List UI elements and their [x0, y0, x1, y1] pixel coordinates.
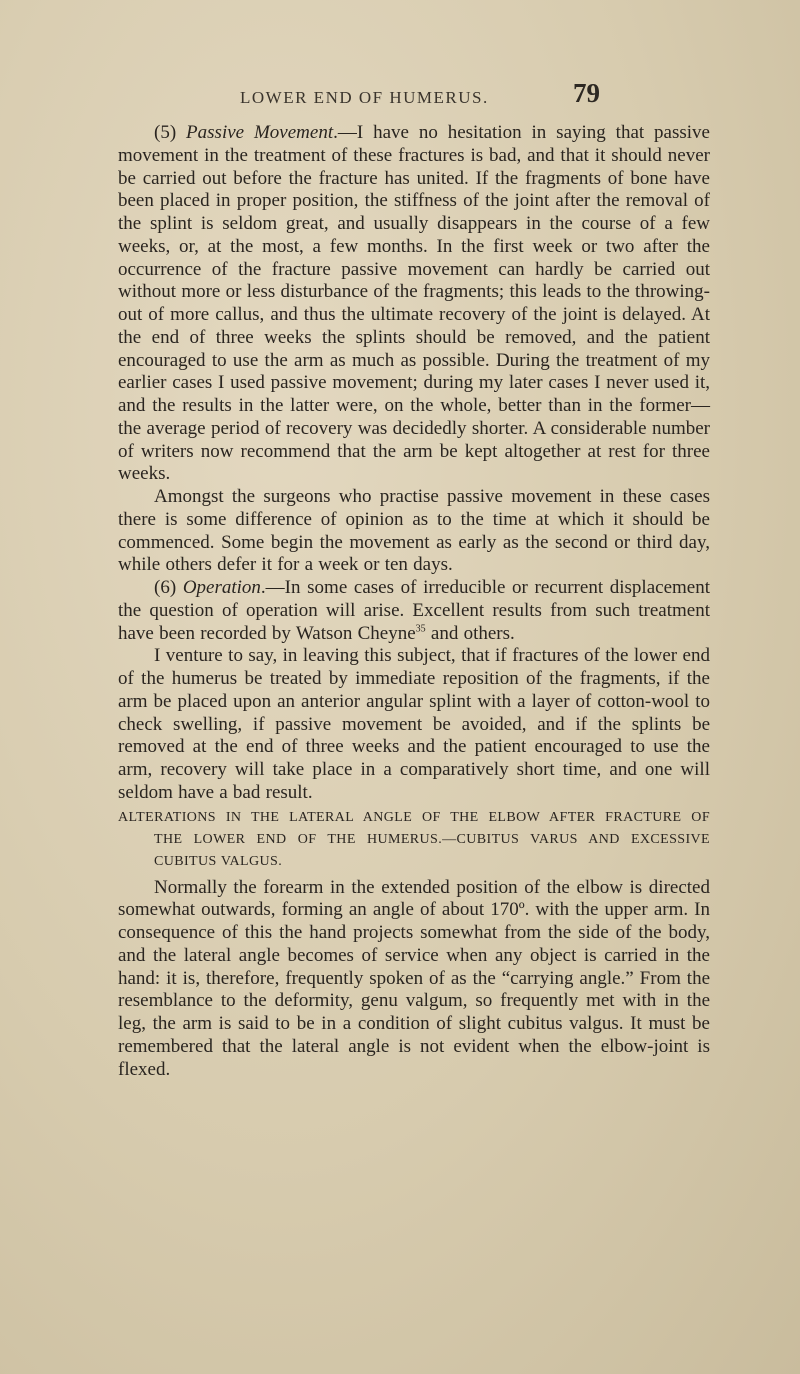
paragraph-number: (5)	[154, 122, 187, 143]
paragraph-text: .—I have no hesitation in saying that passive movement in the treatment of these fractures is bad, and that it should never be carried out before the fracture has united. If the fragments of bone have been placed in proper position, the stiffness of the joint after the removal of the splint is seldom great, and usually disappears in the course of a few weeks, or, at the most, a few months. In the first week or two after the occurrence of the fracture passive movement can hardly be carried out without more or less disturbance of the fragments; this leads to the throwing-out of more callus, and thus the ultimate recovery of the joint is delayed. At the end of three weeks the splints should be removed, and the patient encouraged to use the arm as much as possible. During the treatment of my earlier cases I used passive movement; during my later cases I never used it, and the results in the latter were, on the whole, better than in the former— the average period of recovery was decidedly shorter. A considerable number of writers now recommend that the arm be kept altogether at rest for three weeks.	[118, 122, 710, 485]
page-number: 79	[573, 78, 600, 108]
paragraph-text: .—In some cases of irreducible or recurrent displacement the question of operation will arise. Excellent results from such treatment have been recorded by Watson Cheyne	[118, 577, 710, 644]
paragraph-number: (6)	[154, 577, 183, 598]
paragraph-carrying-angle: Normally the forearm in the extended position of the elbow is directed somewhat outwards, forming an angle of about 170º. with the upper arm. In consequence of this the hand projects somewhat from the side of the body, and the lateral angle becomes of service when any object is carried in the hand: it is, therefore, frequently spoken of as the “carrying angle.” From the resemblance to the deformity, genu valgum, so frequently met with in the leg, the arm is said to be in a condition of slight cubitus valgus. It must be remembered that the lateral angle is not evident when the elbow-joint is flexed.	[118, 876, 710, 1080]
paragraph-title: Passive Movement	[186, 122, 334, 143]
paragraph-operation	[118, 577, 710, 645]
paragraph-title: Operation	[182, 577, 261, 598]
section-heading-line-1: ALTERATIONS IN THE LATERAL ANGLE OF THE ELBOW AFTER FRACTURE OF	[118, 809, 710, 825]
footnote-reference: 35	[415, 623, 426, 635]
paragraph-timing: Amongst the surgeons who practise passive movement in these cases there is some difference of opinion as to the time at which it should be commenced. Some begin the movement as early as the second or third day, while others defer it for a week or ten days.	[118, 486, 710, 576]
running-head: LOWER END OF HUMERUS.	[240, 88, 489, 107]
paragraph-summary: I venture to say, in leaving this subject, that if fractures of the lower end of the humerus be treated by immediate reposition of the fragments, if the arm be placed upon an anterior angular splint with a layer of cotton-wool to check swelling, if passive movement be avoided, and if the splints be removed at the end of three weeks and the patient encouraged to use the arm, recovery will take place in a comparatively short time, and one will seldom have a bad result.	[118, 645, 710, 803]
section-heading	[118, 807, 710, 873]
section-heading-line-3: CUBITUS VALGUS.	[154, 853, 283, 869]
page-header	[240, 78, 600, 110]
body-text	[118, 122, 710, 1081]
section-heading-line-2: THE LOWER END OF THE HUMERUS.—CUBITUS VARUS AND EXCESSIVE	[154, 831, 710, 847]
paragraph-text-end: and others.	[425, 622, 515, 644]
paragraph-passive-movement	[118, 122, 710, 486]
